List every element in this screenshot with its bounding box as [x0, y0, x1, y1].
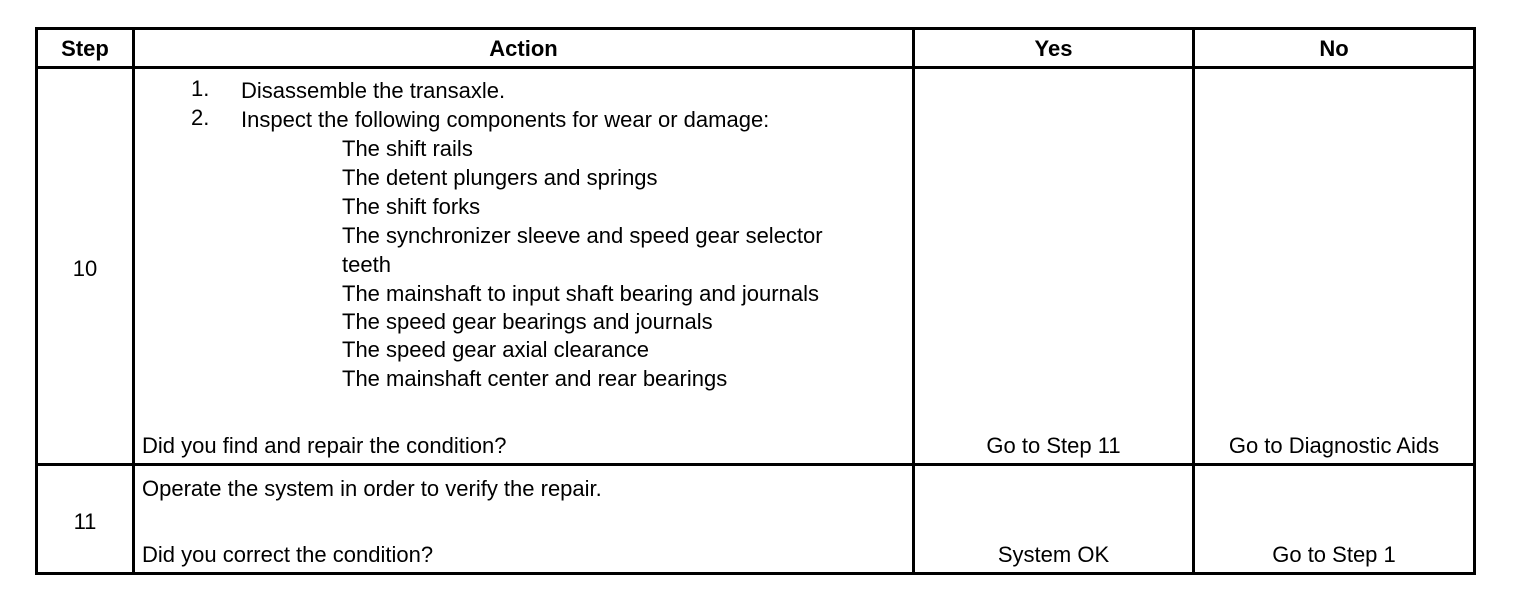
component-item: The speed gear bearings and journals [342, 309, 713, 334]
header-no: No [1319, 36, 1349, 61]
list-number: 1. [191, 76, 210, 101]
component-item-continued: teeth [342, 252, 391, 277]
component-item: The synchronizer sleeve and speed gear selector [342, 223, 823, 248]
action-item: Inspect the following components for wear or damage: [241, 107, 770, 132]
yes-result: System OK [997, 542, 1110, 567]
list-number: 2. [191, 105, 210, 130]
component-item: The mainshaft center and rear bearings [342, 366, 728, 391]
component-item: The detent plungers and springs [342, 165, 658, 190]
action-item: Disassemble the transaxle. [241, 78, 506, 103]
column-divider [912, 27, 915, 575]
no-result: Go to Step 1 [1272, 542, 1396, 567]
step-number: 11 [73, 509, 97, 534]
row-divider [35, 463, 1476, 466]
action-text: Operate the system in order to verify the repair. [142, 476, 602, 501]
header-step: Step [61, 36, 109, 61]
question-text: Did you correct the condition? [142, 542, 434, 567]
yes-result: Go to Step 11 [986, 433, 1121, 458]
no-result: Go to Diagnostic Aids [1228, 433, 1440, 458]
component-item: The mainshaft to input shaft bearing and journals [342, 281, 819, 306]
header-action: Action [489, 36, 558, 61]
column-divider [1192, 27, 1195, 575]
component-item: The shift forks [342, 194, 481, 219]
component-item: The shift rails [342, 136, 473, 161]
step-number: 10 [72, 256, 98, 281]
header-yes: Yes [1034, 36, 1073, 61]
column-divider [132, 27, 135, 575]
component-item: The speed gear axial clearance [342, 337, 649, 362]
question-text: Did you find and repair the condition? [142, 433, 507, 458]
